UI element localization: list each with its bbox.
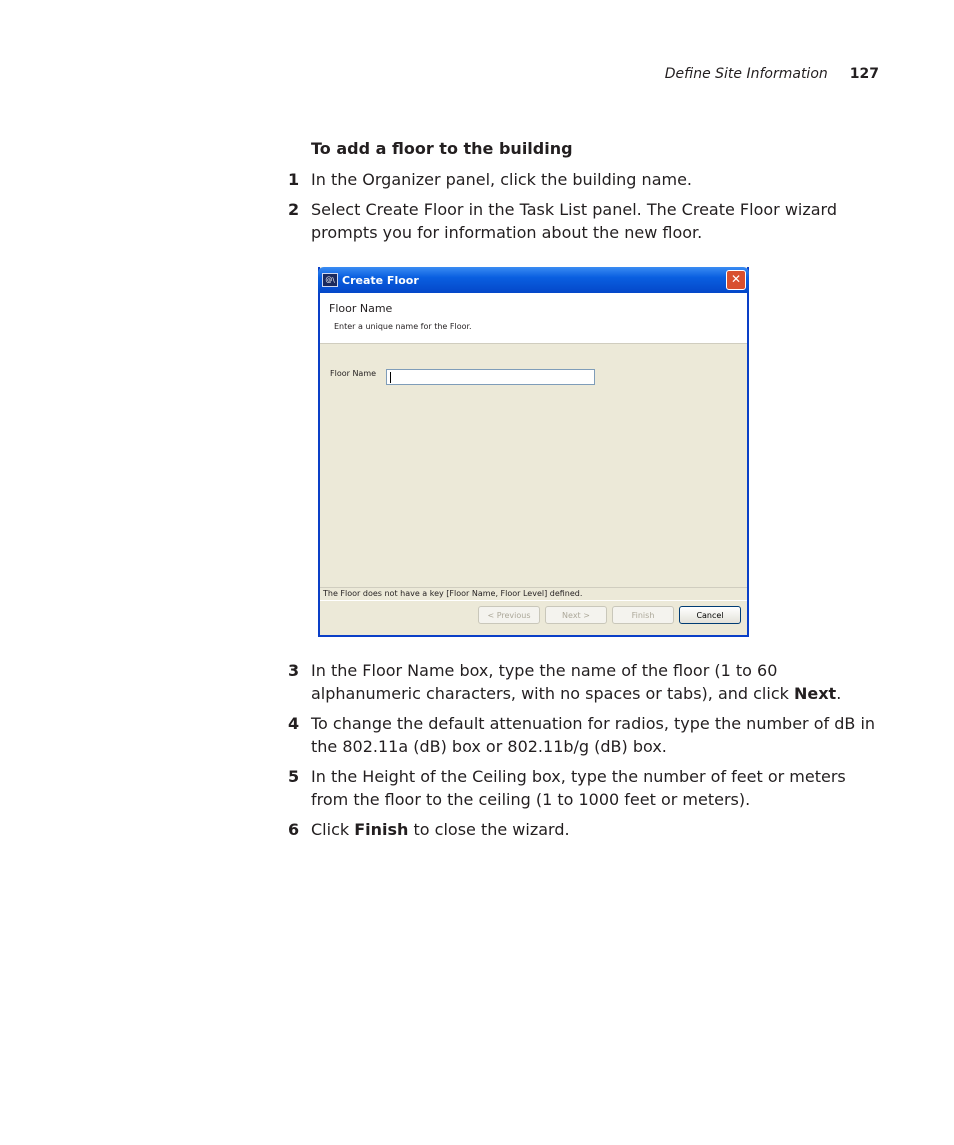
step-text-pre: In the Floor Name box, type the name of the floor (1 to 60 alphanumeric characters, with no spaces or tabs), and click — [311, 661, 794, 703]
floor-name-label: Floor Name — [330, 369, 377, 378]
section-title: Define Site Information — [664, 66, 828, 82]
step-number: 3 — [288, 661, 300, 680]
procedure-title: To add a floor to the building — [311, 139, 573, 158]
step-text: To change the default attenuation for radios, type the number of dB in the 802.11a (dB) box or 802.11b/g (dB) box. — [311, 714, 876, 756]
step-5 — [288, 765, 888, 811]
status-message: The Floor does not have a key [Floor Name, Floor Level] defined. — [320, 587, 747, 600]
step-text-post: to close the wizard. — [408, 820, 570, 839]
step-text-bold: Next — [793, 684, 837, 703]
wizard-body — [320, 344, 747, 587]
step-number: 2 — [288, 200, 300, 219]
step-text: Select Create Floor in the Task List panel. The Create Floor wizard prompts you for information about the new floor. — [311, 200, 838, 242]
step-number: 4 — [288, 714, 300, 733]
dialog-titlebar[interactable] — [318, 267, 749, 293]
step-3 — [288, 659, 888, 705]
step-number: 1 — [288, 170, 300, 189]
close-button[interactable]: ✕ — [726, 270, 746, 290]
create-floor-dialog — [318, 267, 749, 637]
step-text: In the Height of the Ceiling box, type the number of feet or meters from the floor to the ceiling (1 to 1000 feet or meters). — [311, 767, 846, 809]
step-text: In the Organizer panel, click the building name. — [311, 170, 693, 189]
step-text-pre: Click — [311, 820, 355, 839]
next-button[interactable]: Next > — [545, 606, 607, 624]
step-4 — [288, 712, 888, 758]
step-number: 6 — [288, 820, 300, 839]
page-number: 127 — [849, 66, 879, 82]
button-row — [320, 600, 747, 624]
wizard-step-description: Enter a unique name for the Floor. — [334, 322, 472, 331]
previous-button[interactable]: < Previous — [478, 606, 540, 624]
step-2 — [288, 198, 888, 244]
step-1 — [288, 168, 888, 191]
running-head — [665, 66, 879, 82]
cancel-button[interactable]: Cancel — [679, 606, 741, 624]
wizard-step-title: Floor Name — [329, 302, 393, 315]
step-6 — [288, 818, 888, 841]
floor-name-input[interactable] — [386, 369, 595, 385]
step-text — [311, 659, 888, 705]
text-caret — [390, 372, 391, 383]
step-text — [311, 818, 888, 841]
step-text-bold: Finish — [354, 820, 409, 839]
wizard-header — [320, 293, 747, 344]
app-icon: @\ — [322, 273, 338, 287]
step-number: 5 — [288, 767, 300, 786]
finish-button[interactable]: Finish — [612, 606, 674, 624]
step-text-post: . — [836, 684, 842, 703]
dialog-title: Create Floor — [342, 273, 419, 287]
